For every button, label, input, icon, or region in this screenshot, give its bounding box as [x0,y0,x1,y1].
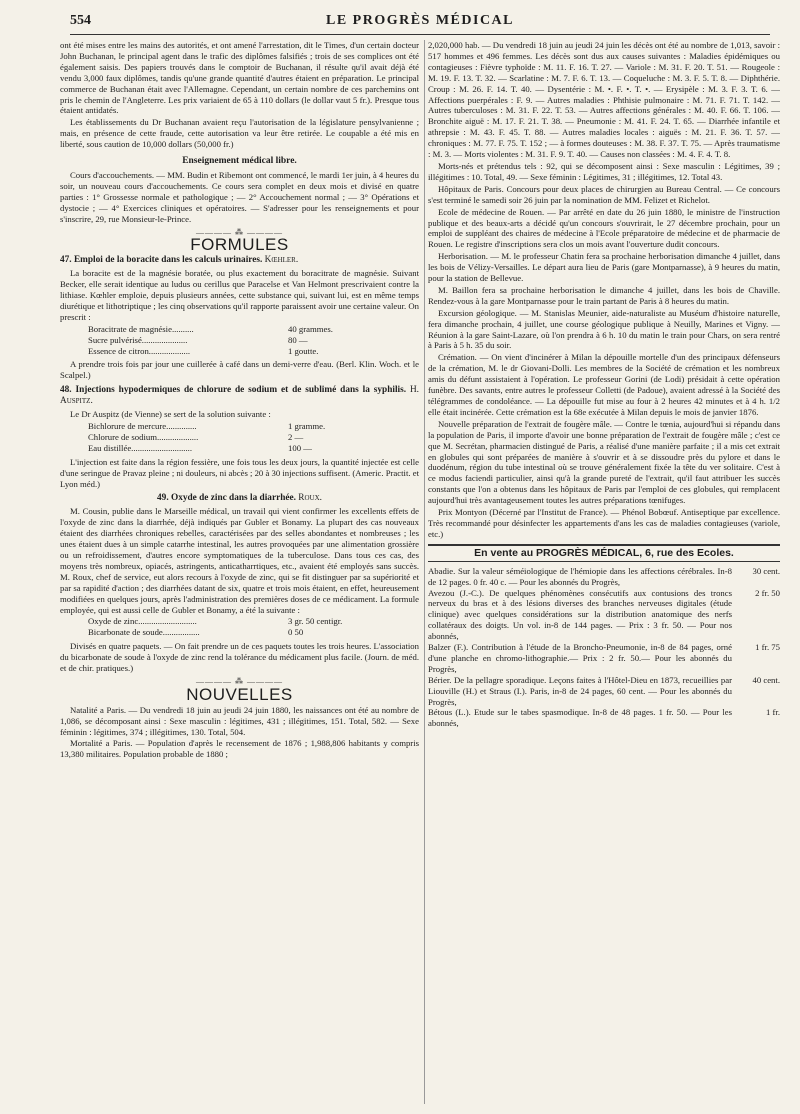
formula-47-author: Kœhler. [264,255,299,266]
formula-48-author: H. Auspitz. [60,385,419,407]
formula-49-author: Roux. [298,493,322,504]
column-divider [424,40,425,1104]
rx-line: Bicarbonate de soude................. 0 50 [88,627,304,638]
formula-47-prescription [88,324,419,357]
formula-47-text: La boracite est de la magnésie boratée, ou plus exactement du boracitrate de magnésie. Suivant Becker, elle serait identique au ludus ou cerillus que Paracelse et Van Helmont prescrivaient contre la lithiase. Kœhler emploie, depuis plusieurs années, cette substance qui, suivant lui, est en même temps diurétique et lithotriptique ; les cinq observations qu'il rapporte paraissent avoir une certaine valeur. On prescrit : [60,268,419,322]
book-listing: Bérier. De la pellagre sporadique. Leçons faites à l'Hôtel-Dieu en 1873, recueillies par Liouville (H.) et Straus (I.). Paris, in-8 de 24 pages, 60 cent. — Pour les abonnés du Progrès, 40 cent. [428,674,780,707]
rouen-paragraph: Ecole de médecine de Rouen. — Par arrêté en date du 26 juin 1880, le ministre de l'instruction publique et des beaux-arts a décidé qu'un concours s'ouvrirait, le 27 décembre prochain, pour un emploi de suppléant des chaires de médecine à l'Ecole préparatoire de médecine et de pharmacie de Rouen. Le registre d'inscriptions sera clos un mois avant l'ouverture dudit concours. [428,206,780,250]
ornament-divider: ———— ⁂ ———— [196,676,283,686]
intro-paragraph-2: Les établissements du Dr Buchanan avaient reçu l'autorisation de la législature pensylvanienne ; mais, en présence de cette fraude, cette autorisation va leur être retirée. Le coupable a été mis en liberté, sous caution de 10,000 dollars (50,000 fr.) [60,117,419,150]
rx-line: Oxyde de zinc........................... 3 gr. 50 centigr. [88,616,343,627]
formula-49-title: 49. Oxyde de zinc dans la diarrhée. [157,493,296,504]
intro-paragraph: ont été mises entre les mains des autorités, et ont amené l'arrestation, dit le Times, d'un certain docteur John Buchanan, le principal agent dans le trafic des diplômes falsifiés ; trois de ses complices ont été également saisis. Des papiers trouvés dans le comptoir de Buchanan, il résulte qu'il avait déjà été vendu 3,000 faux diplômes, tandis qu'une grande quantité d'autres étaient en préparation. Le principal commerce de Buchanan était avec l'Allemagne. Cependant, un certain nombre de ces parchemins ont pris le chemin de l'Angleterre. Les prix variaient de 65 à 110 dollars (le dollar vaut 5 fr.). Presque tous étaient antidatés. [60,40,419,116]
rx-line: Boracitrate de magnésie.......... 40 grammes. [88,323,333,334]
formula-48-title: 48. Injections hypodermiques de chlorure de sodium et de sublimé dans la syphilis. [60,385,407,396]
natalite-paragraph: Natalité a Paris. — Du vendredi 18 juin au jeudi 24 juin 1880, les naissances ont été au nombre de 1,086, se décomposant ainsi : Sexe masculin : légitimes, 431 ; illégitimes, 151. Total, 582. — Sexe féminin : légitimes, 374 ; illégitimes, 130. Total, 504. [60,704,419,737]
formula-48-end: L'injection est faite dans la région fessière, une fois tous les deux jours, la quantité injectée est celle d'une seringue de Pravaz pleine ; ni douleurs, ni abcès ; 20 à 30 injections suffisent. (Americ. Practit. et Lyon méd.) [60,456,419,489]
herborisation-paragraph-2: M. Baillon fera sa prochaine herborisation le dimanche 4 juillet, dans les bois de Chaville. Rendez-vous à la gare Montparnasse pour le train partant de Paris à 8 heures du matin. [428,284,780,306]
book-listing: Bétous (L.). Etude sur le tabes spasmodique. In-8 de 48 pages. 1 fr. 50. — Pour les abonnés, 1 fr. [428,707,780,729]
fougere-paragraph: Nouvelle préparation de l'extrait de fougère mâle. — Contre le tœnia, aujourd'hui si répandu dans la population de Paris, il importe d'avoir une bonne préparation de l'extrait de fougère mâle ; c'est ce que M. Secrétan, pharmacien distingué de Paris, a réalisé d'une manière parfaite ; il a mis cet extrait en globules qui sont préparées de manière à s'ouvrir et à se dissoudre près du pylore et dans le duodénum, région du tube intestinal où se trouve généralement fixée la tête du ver solitaire. C'est à ce modus faciendi particulier, ainsi qu'à la grande pureté de l'extrait, qu'il faut attribuer les succès constants que l'on a obtenus dans les hôpitaux de Paris par l'emploi de ces globules, qui remplacent aujourd'hui très avantageusement toutes les autres préparations tœnifuges. [428,418,780,506]
journal-title: LE PROGRÈS MÉDICAL [325,13,515,28]
excursion-paragraph: Excursion géologique. — M. Stanislas Meunier, aide-naturaliste au Muséum d'histoire naturelle, fera dimanche prochain, 4 juillet, une course géologique publique à Neuilly, Marines et Vigny. — Réunion à la gare Saint-Lazare, où l'on prendra à 6 h. 10 du matin le train pour Chars, on sera rentré à Paris à 5 h. 35 du soir. [428,307,780,351]
page-header [70,12,770,35]
formules-heading: FORMULES [190,235,289,255]
morts-nes-paragraph: Morts-nés et prétendus tels : 92, qui se décomposent ainsi : Sexe masculin : Légitimes, 39 ; illégitimes : 10. Total, 49. — Sexe féminin : Légitimes, 31 ; illégitimes, 12. Total 43. [428,160,780,182]
rx-line: Sucre pulvérisé..................... 80 — [88,334,308,345]
book-listing: Abadie. Sur la valeur séméiologique de l'hémiopie dans les affections cérébrales. In-8 de 12 pages. 0 fr. 40 c. — Pour les abonnés du Progrès, 30 cent. [428,565,780,587]
formula-48-heading [60,385,419,407]
hopitaux-paragraph: Hôpitaux de Paris. Concours pour deux places de chirurgien au Bureau Central. — Ce concours s'est terminé le samedi soir 26 juin par la nomination de MM. Felizet et Richelot. [428,183,780,205]
enseignement-heading: Enseignement médical libre. [182,156,297,167]
rx-line: Bichlorure de mercure.............. 1 gramme. [88,421,326,431]
formula-49-end: Divisés en quatre paquets. — On fait prendre un de ces paquets toutes les trois heures. L'association du bicarbonate de soude à l'oxyde de zinc rend la tolérance du médicament plus facile. (Journ. de méd. et de chir. pratiques.) [60,641,419,674]
rx-line: Essence de citron................... 1 goutte. [88,345,319,356]
vente-heading: En vente au PROGRÈS MÉDICAL, 6, rue des Ecoles. [428,544,780,562]
mortalite-continued: 2,020,000 hab. — Du vendredi 18 juin au jeudi 24 juin les décès ont été au nombre de 1,013, savoir : 517 hommes et 496 femmes. Les décès sont dus aux causes suivantes : Maladies épidémiques ou contagieuses : Fièvre typhoïde : M. 11. F. 16. T. 27. — Variole : M. 31. F. 20. T. 51. — Rougeole : M. 19. F. 13. T. 32. — Scarlatine : M. 7. F. 6. T. 13. — Coqueluche : M. 3. F. 5. T. 8. — Diphthérie. Croup : M. 26. F. 14. T. 40. — Dysentérie : M. •. F. •. T. •. — Erysipèle : M. 3. F. 3. T. 6. — Affections puerpérales : F. 9. — Autres maladies : Phthisie pulmonaire : M. 71. F. 71. T. 142. — Autres tuberculoses : M. 31. F. 22. T. 53. — Autres affections générales : M. 40. F. 66. T. 106. — Bronchite aiguë : M. 17. F. 21. T. 38. — Pneumonie : M. 41. F. 24. T. 65. — Diarrhée infantile et athrepsie : M. 43. F. 45. T. 88. — Autres maladies locales : aiguës : M. 21. F. 36. T. 57. — chroniques : M. 77. F. 75. T. 152 ; — à formes douteuses : M. 38. F. 37. T. 75. — Après traumatisme : M. 3. — Morts violentes : M. 31. F. 9. T. 40. — Causes non classées : M. 4. F. 4. T. 8. [428,40,780,160]
formula-47-title: 47. Emploi de la boracite dans les calculs urinaires. [60,255,263,266]
page-number: 554 [70,13,91,28]
book-listing: Balzer (F.). Contribution à l'étude de la Broncho-Pneumonie, in-8 de 84 pages, orné d'une planche en chromo-lithographie.— Prix : 2 fr. 50.— Pour les abonnés du Progrès, 1 fr. 75 [428,642,780,674]
formula-48-prescription [88,421,419,454]
book-listing: Avezou (J.-C.). De quelques phénomènes consécutifs aux contusions des troncs nerveux du bras et à des lésions diverses des branches nerveuses digitales (étude clinique) avec quelques considérations sur la distribution anatomique des nerfs collatéraux des doigts. Un vol. in-8 de 144 pages. — Prix : 3 fr. 50. — Pour nos abonnés, 2 fr. 50 [428,587,780,642]
rx-line: Chlorure de sodium................... 2 — [88,431,304,442]
cremation-paragraph: Crémation. — On vient d'incinérer à Milan la dépouille mortelle d'un des principaux défenseurs de la crémation, M. le dr Giovani-Dolli. Les membres de la Société de crémation et les nombreux amis du défunt assistaient à l'opération. Le professeur Gorini (de Lodi) présidait à cette opération funèbre. Des savants, entre autres le professeur Colletti (de Padoue), avaient adressé à la Société des télégrammes de condoléance. — La dépouille fut mise au four à 2 heures 42 minutes et à 4 h. 1/2 elle était incinérée. Cette crémation est la 68e exécutée à Milan depuis le mois de janvier 1876. [428,352,780,417]
formula-48-text: Le Dr Auspitz (de Vienne) se sert de la solution suivante : [70,409,271,420]
ornament-divider: ———— ⁂ ———— [196,227,283,237]
enseignement-text: Cours d'accouchements. — MM. Budin et Ribemont ont commencé, le mardi 1er juin, à 4 heures du soir, un nouveau cours d'accouchements. Ce cours sera complet en deux mois et divisé en quatre parties : 1° Grossesse normale et pathologique ; — 2° Accouchement normal ; — 3° Opérations et dystocie ; — 4° Exercices cliniques et opératoires. — S'adresser pour les renseignements et pour s'inscrire, 29, rue Monsieur-le-Prince. [60,169,419,224]
mortalite-paragraph: Mortalité a Paris. — Population d'après le recensement de 1876 ; 1,988,806 habitants y compris 13,380 militaires. Population probable de 1880 ; [60,738,419,760]
nouvelles-heading: NOUVELLES [186,684,293,704]
formula-47-heading [60,255,419,266]
formula-47-end: A prendre trois fois par jour une cuillerée à café dans un demi-verre d'eau. (Berl. Klin. Woch. et le Scalpel.) [60,359,419,381]
formula-49-text: M. Cousin, publie dans le Marseille médical, un travail qui vient confirmer les excellents effets de l'oxyde de zinc dans la diarrhée, déjà indiqués par Gubler et Bonamy. La plupart des cas nouveaux étaient des diarrhées chroniques rebelles, caractérisées par des selles abondantes et nombreuses ; les unes étaient dues à un simple catarrhe intestinal, les autres provoquées par une alimentation grossière ou un refroidissement, d'autres encore symptomatiques de la tuberculose. Dans tous ces cas, des moyens très nombreux, opiacés, astringents, anticatharrtiques, etc., avaient été employés sans succès. M. Roux, chef de service, eut alors recours à l'oxyde de zinc, qui se fit distinguer par sa supériorité et par sa rapidité d'action ; des diarrhées datant de six, quatre et trois mois étaient, en effet, heureusement modifiées en quelques jours, après l'administration des premières doses de ce médicament. La formule employée, qui est aussi celle de Gubler et Bonamy, a été la suivante : [60,506,419,615]
formula-49-heading [60,493,419,504]
montyon-paragraph: Prix Montyon (Décerné par l'Institut de France). — Phénol Bobœuf. Antiseptique par excellence. Très recommandé pour désinfecter les appartements d'ans les cas de maladies contagieuses (variole, etc.) [428,507,780,539]
right-column [428,40,780,1106]
herborisation-paragraph: Herborisation. — M. le professeur Chatin fera sa prochaine herborisation dimanche 4 juillet, dans les bois de Vélizy-Versailles. Le départ aura lieu de Paris (gare Montparnasse), à 9 heures du matin, pour la station de Bellevue. [428,251,780,284]
rx-line: Eau distillée............................ 100 — [88,442,312,453]
left-column [60,40,419,1106]
formula-49-prescription [88,616,419,638]
